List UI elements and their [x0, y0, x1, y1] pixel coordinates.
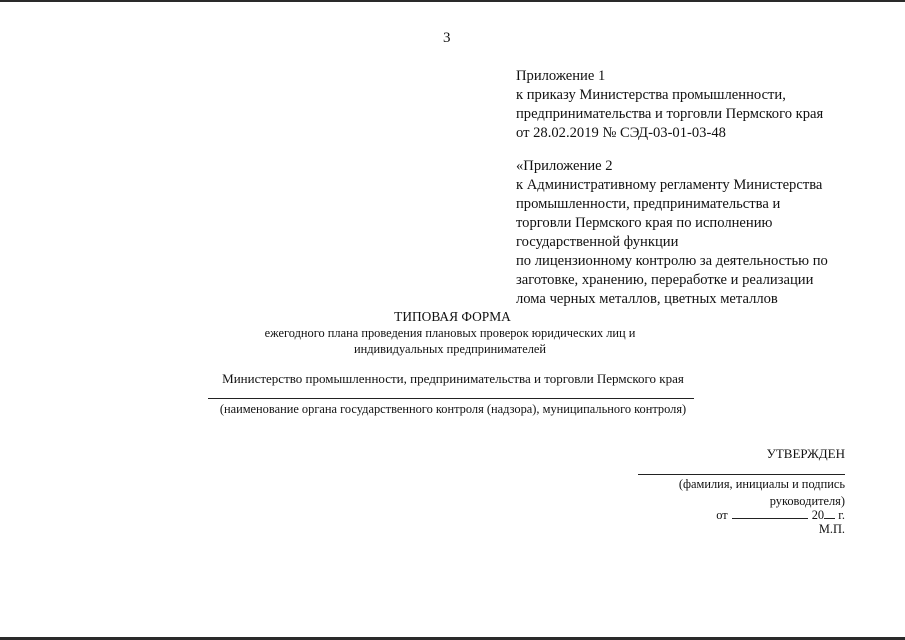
appendix-2-line: заготовке, хранению, переработке и реализации	[516, 272, 814, 288]
signature-caption: (фамилия, инициалы и подпись руководителя)	[678, 477, 845, 508]
appendix-1-line: Приложение 1	[516, 68, 606, 84]
appendix-2-line: по лицензионному контролю за деятельностью по	[516, 253, 828, 269]
appendix-1-header	[516, 67, 823, 143]
appendix-2-line: лома черных металлов, цветных металлов	[516, 291, 778, 307]
approved-label: УТВЕРЖДЕН	[766, 446, 845, 461]
appendix-2-line: государственной функции	[516, 234, 679, 250]
ministry-underline	[208, 398, 694, 399]
appendix-2-line: промышленности, предпринимательства и	[516, 196, 781, 212]
ministry-name: Министерство промышленности, предпринимательства и торговли Пермского края	[222, 371, 684, 386]
year-suffix: г.	[838, 508, 845, 522]
year-prefix: 20	[811, 508, 825, 522]
appendix-1-line: к приказу Министерства промышленности,	[516, 87, 786, 103]
appendix-1-line: от 28.02.2019 № СЭД-03-01-03-48	[516, 125, 726, 141]
date-blank	[732, 507, 808, 519]
appendix-2-line: «Приложение 2	[516, 158, 613, 174]
scan-edge-top	[0, 0, 905, 2]
year-blank	[824, 507, 835, 519]
form-subtitle: ежегодного плана проведения плановых проверок юридических лиц и индивидуальных предпринимателей	[264, 326, 636, 356]
appendix-2-header	[516, 157, 828, 309]
appendix-1-line: предпринимательства и торговли Пермского края	[516, 106, 824, 122]
stamp-label: М.П.	[818, 522, 845, 536]
appendix-2-line: к Административному регламенту Министерства	[516, 177, 823, 193]
form-title: ТИПОВАЯ ФОРМА	[394, 309, 511, 324]
appendix-2-line: торговли Пермского края по исполнению	[516, 215, 773, 231]
organ-caption: (наименование органа государственного контроля (надзора), муниципального контроля)	[219, 402, 687, 416]
signature-line	[638, 474, 845, 475]
page-number: 3	[443, 30, 451, 46]
date-prefix: от	[716, 508, 728, 522]
